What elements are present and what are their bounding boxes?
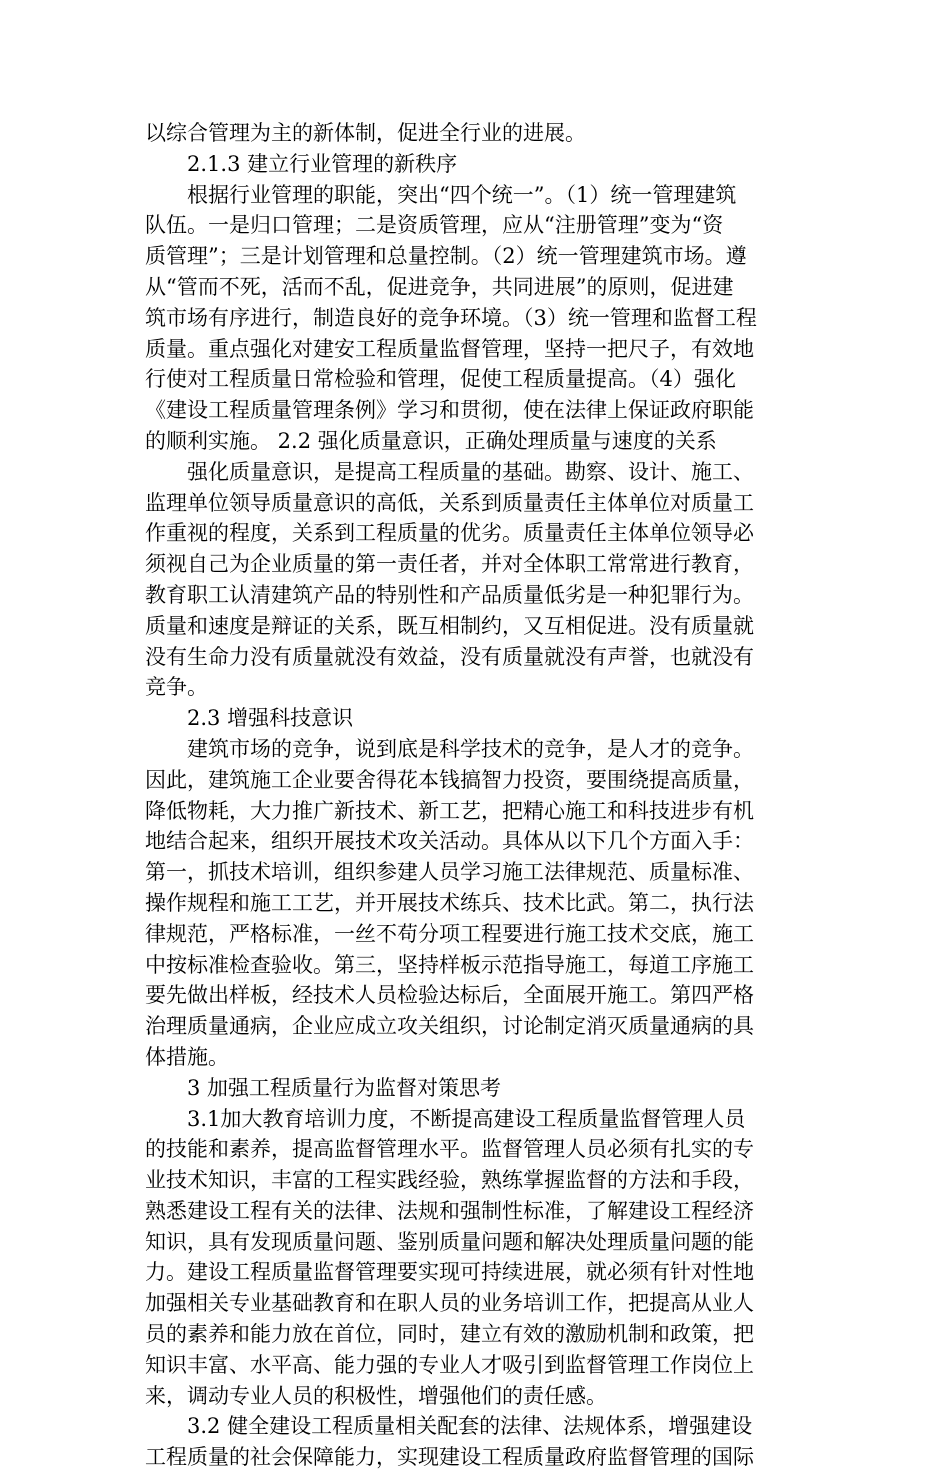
- text-line: 员的素养和能力放在首位，同时，建立有效的激励机制和政策，把: [145, 1322, 754, 1347]
- text-line: 知识丰富、水平高、能力强的专业人才吸引到监督管理工作岗位上: [145, 1352, 754, 1377]
- text-line: 地结合起来，组织开展技术攻关活动。具体从以下几个方面入手：: [145, 829, 754, 854]
- text-line: 工程质量的社会保障能力，实现建设工程质量政府监督管理的国际: [145, 1445, 754, 1470]
- text-line: 教育职工认清建筑产品的特别性和产品质量低劣是一种犯罪行为。: [145, 582, 754, 607]
- text-line: 3 加强工程质量行为监督对策思考: [187, 1075, 502, 1100]
- text-line: 2.1.3 建立行业管理的新秩序: [187, 151, 458, 176]
- text-line: 质量和速度是辩证的关系，既互相制约，又互相促进。没有质量就: [145, 613, 754, 638]
- text-line: 须视自己为企业质量的第一责任者，并对全体职工常常进行教育，: [145, 552, 754, 577]
- text-line: 的顺利实施。 2.2 强化质量意识，正确处理质量与速度的关系: [145, 428, 717, 453]
- text-line: 熟悉建设工程有关的法律、法规和强制性标准，了解建设工程经济: [145, 1198, 754, 1223]
- text-line: 质量。重点强化对建安工程质量监督管理，坚持一把尺子，有效地: [145, 336, 754, 361]
- text-line: 3.1加大教育培训力度，不断提高建设工程质量监督管理人员: [187, 1106, 746, 1131]
- text-line: 加强相关专业基础教育和在职人员的业务培训工作，把提高从业人: [145, 1291, 754, 1316]
- text-line: 从“管而不死，活而不乱，促进竞争，共同进展”的原则，促进建: [145, 274, 734, 299]
- document-body: [145, 118, 805, 1473]
- text-line: 《建设工程质量管理条例》学习和贯彻，使在法律上保证政府职能: [145, 398, 754, 423]
- text-line: 来，调动专业人员的积极性，增强他们的责任感。: [145, 1383, 607, 1408]
- text-line: 竞争。: [145, 675, 208, 700]
- text-line: 的技能和素养，提高监督管理水平。监督管理人员必须有扎实的专: [145, 1137, 754, 1162]
- text-line: 体措施。: [145, 1044, 229, 1069]
- text-line: 因此，建筑施工企业要舍得花本钱搞智力投资，要围绕提高质量，: [145, 767, 754, 792]
- text-line: 降低物耗，大力推广新技术、新工艺，把精心施工和科技进步有机: [145, 798, 754, 823]
- text-line: 治理质量通病，企业应成立攻关组织，讨论制定消灭质量通病的具: [145, 1014, 754, 1039]
- text-line: 2.3 增强科技意识: [187, 706, 354, 731]
- text-line: 根据行业管理的职能，突出“四个统一”。（1）统一管理建筑: [187, 182, 737, 207]
- text-line: 第一，抓技术培训，组织参建人员学习施工法律规范、质量标准、: [145, 860, 754, 885]
- text-line: 知识，具有发现质量问题、鉴别质量问题和解决处理质量问题的能: [145, 1229, 754, 1254]
- text-line: 作重视的程度，关系到工程质量的优劣。质量责任主体单位领导必: [145, 521, 754, 546]
- text-line: 律规范，严格标准，一丝不苟分项工程要进行施工技术交底，施工: [145, 921, 754, 946]
- text-line: 业技术知识，丰富的工程实践经验，熟练掌握监督的方法和手段，: [145, 1168, 754, 1193]
- text-line: 筑市场有序进行，制造良好的竞争环境。（3）统一管理和监督工程: [145, 305, 757, 330]
- text-line: 没有生命力没有质量就没有效益，没有质量就没有声誉，也就没有: [145, 644, 754, 669]
- text-line: 队伍。一是归口管理；二是资质管理，应从“注册管理”变为“资: [145, 213, 724, 238]
- text-line: 操作规程和施工工艺，并开展技术练兵、技术比武。第二，执行法: [145, 890, 754, 915]
- text-line: 3.2 健全建设工程质量相关配套的法律、法规体系，增强建设: [187, 1414, 753, 1439]
- text-line: 要先做出样板，经技术人员检验达标后，全面展开施工。第四严格: [145, 983, 754, 1008]
- text-line: 监理单位领导质量意识的高低，关系到质量责任主体单位对质量工: [145, 490, 754, 515]
- text-line: 质管理”；三是计划管理和总量控制。（2）统一管理建筑市场。遵: [145, 244, 747, 269]
- text-line: 以综合管理为主的新体制，促进全行业的进展。: [145, 121, 586, 145]
- text-line: 中按标准检查验收。第三，坚持样板示范指导施工，每道工序施工: [145, 952, 754, 977]
- text-line: 力。建设工程质量监督管理要实现可持续进展，就必须有针对性地: [145, 1260, 754, 1285]
- text-line: 行使对工程质量日常检验和管理，促使工程质量提高。（4）强化: [145, 367, 736, 392]
- text-line: 建筑市场的竞争，说到底是科学技术的竞争，是人才的竞争。: [187, 736, 754, 761]
- text-line: 强化质量意识，是提高工程质量的基础。勘察、设计、施工、: [187, 459, 754, 484]
